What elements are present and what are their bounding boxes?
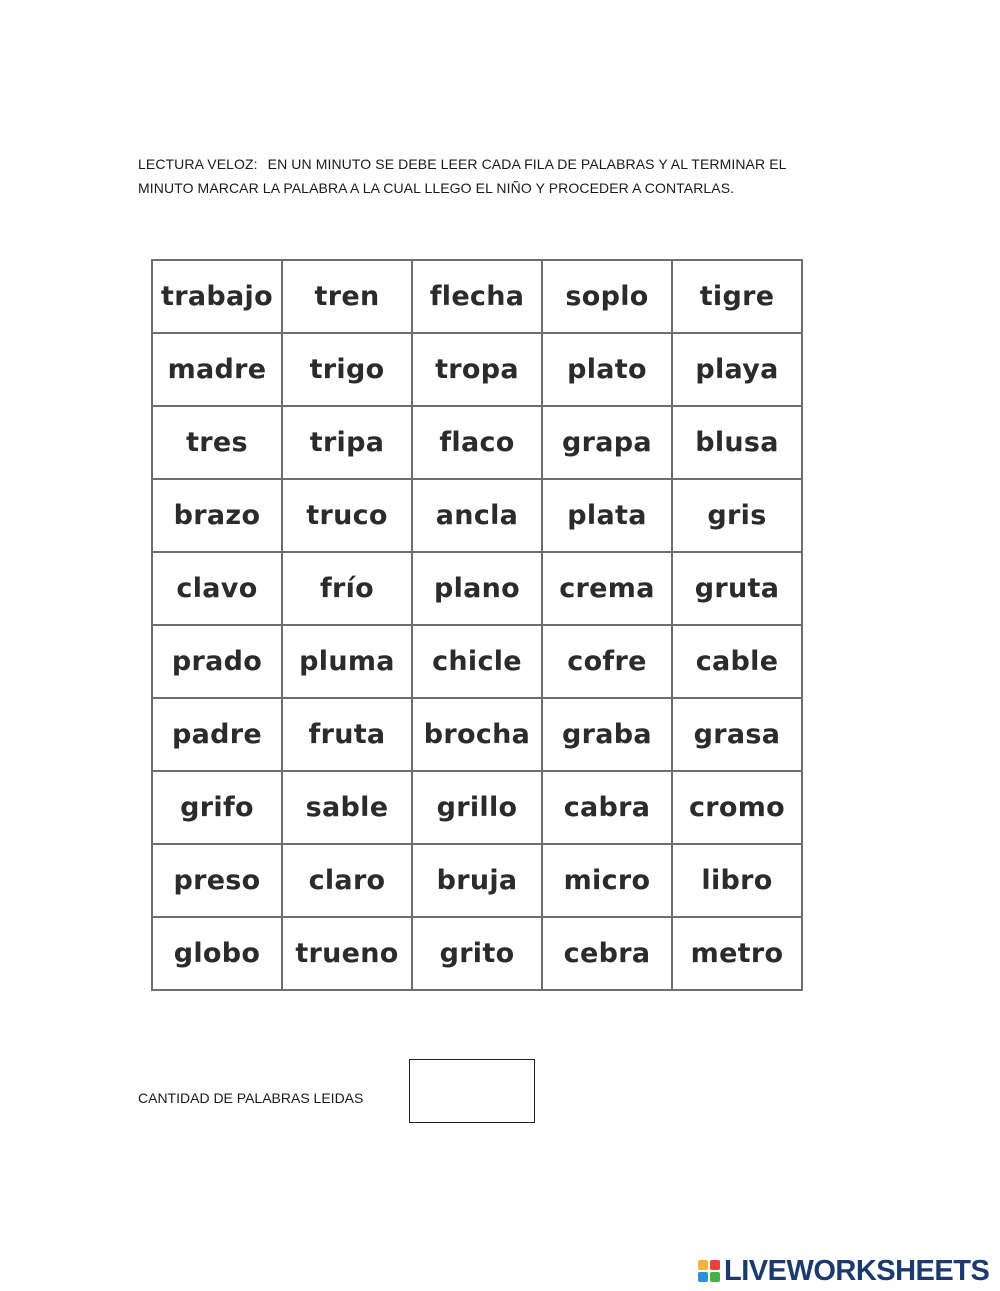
word-row [152,260,802,333]
word-cell[interactable]: gris [672,479,802,552]
instructions-line-2: MINUTO MARCAR LA PALABRA A LA CUAL LLEGO EL NIÑO Y PROCEDER A CONTARLAS. [138,180,735,196]
logo-square-3 [698,1272,708,1282]
word-grid-body [152,260,802,990]
liveworksheets-logo [698,1255,989,1287]
word-cell[interactable]: ancla [412,479,542,552]
word-cell[interactable]: plano [412,552,542,625]
word-cell[interactable]: grillo [412,771,542,844]
word-cell[interactable]: fruta [282,698,412,771]
word-cell[interactable]: grapa [542,406,672,479]
word-row [152,406,802,479]
word-cell[interactable]: graba [542,698,672,771]
word-cell[interactable]: frío [282,552,412,625]
word-cell[interactable]: grasa [672,698,802,771]
word-row [152,625,802,698]
word-cell[interactable]: trabajo [152,260,282,333]
word-grid [151,259,803,991]
word-cell[interactable]: grito [412,917,542,990]
word-row [152,333,802,406]
word-cell[interactable]: grifo [152,771,282,844]
word-cell[interactable]: brocha [412,698,542,771]
word-cell[interactable]: prado [152,625,282,698]
word-cell[interactable]: padre [152,698,282,771]
word-cell[interactable]: gruta [672,552,802,625]
word-cell[interactable]: blusa [672,406,802,479]
logo-text: LIVEWORKSHEETS [724,1254,990,1287]
word-cell[interactable]: sable [282,771,412,844]
instructions-text-1: EN UN MINUTO SE DEBE LEER CADA FILA DE PALABRAS Y AL TERMINAR EL [267,156,787,172]
logo-square-4 [710,1272,720,1282]
word-cell[interactable]: cabra [542,771,672,844]
word-count-label: CANTIDAD DE PALABRAS LEIDAS [138,1090,364,1106]
word-cell[interactable]: soplo [542,260,672,333]
liveworksheets-logo-icon [698,1260,720,1282]
word-cell[interactable]: libro [672,844,802,917]
word-cell[interactable]: preso [152,844,282,917]
word-cell[interactable]: brazo [152,479,282,552]
word-cell[interactable]: tres [152,406,282,479]
word-cell[interactable]: tripa [282,406,412,479]
word-cell[interactable]: plata [542,479,672,552]
word-cell[interactable]: tropa [412,333,542,406]
word-cell[interactable]: cebra [542,917,672,990]
word-count-box[interactable] [409,1059,535,1123]
word-cell[interactable]: cable [672,625,802,698]
word-cell[interactable]: cromo [672,771,802,844]
word-cell[interactable]: bruja [412,844,542,917]
word-row [152,771,802,844]
logo-square-2 [710,1260,720,1270]
word-cell[interactable]: flaco [412,406,542,479]
instructions-heading: LECTURA VELOZ: [138,156,258,172]
word-cell[interactable]: crema [542,552,672,625]
word-cell[interactable]: clavo [152,552,282,625]
logo-square-1 [698,1260,708,1270]
word-cell[interactable]: pluma [282,625,412,698]
word-row [152,479,802,552]
word-row [152,844,802,917]
word-cell[interactable]: plato [542,333,672,406]
word-cell[interactable]: tigre [672,260,802,333]
word-cell[interactable]: chicle [412,625,542,698]
word-cell[interactable]: madre [152,333,282,406]
word-row [152,552,802,625]
word-cell[interactable]: metro [672,917,802,990]
instructions [138,152,858,200]
word-cell[interactable]: truco [282,479,412,552]
word-cell[interactable]: trigo [282,333,412,406]
word-cell[interactable]: flecha [412,260,542,333]
word-cell[interactable]: claro [282,844,412,917]
word-row [152,917,802,990]
word-row [152,698,802,771]
word-cell[interactable]: tren [282,260,412,333]
word-cell[interactable]: trueno [282,917,412,990]
word-cell[interactable]: micro [542,844,672,917]
word-cell[interactable]: playa [672,333,802,406]
word-cell[interactable]: globo [152,917,282,990]
instructions-line-1 [138,152,858,176]
word-cell[interactable]: cofre [542,625,672,698]
